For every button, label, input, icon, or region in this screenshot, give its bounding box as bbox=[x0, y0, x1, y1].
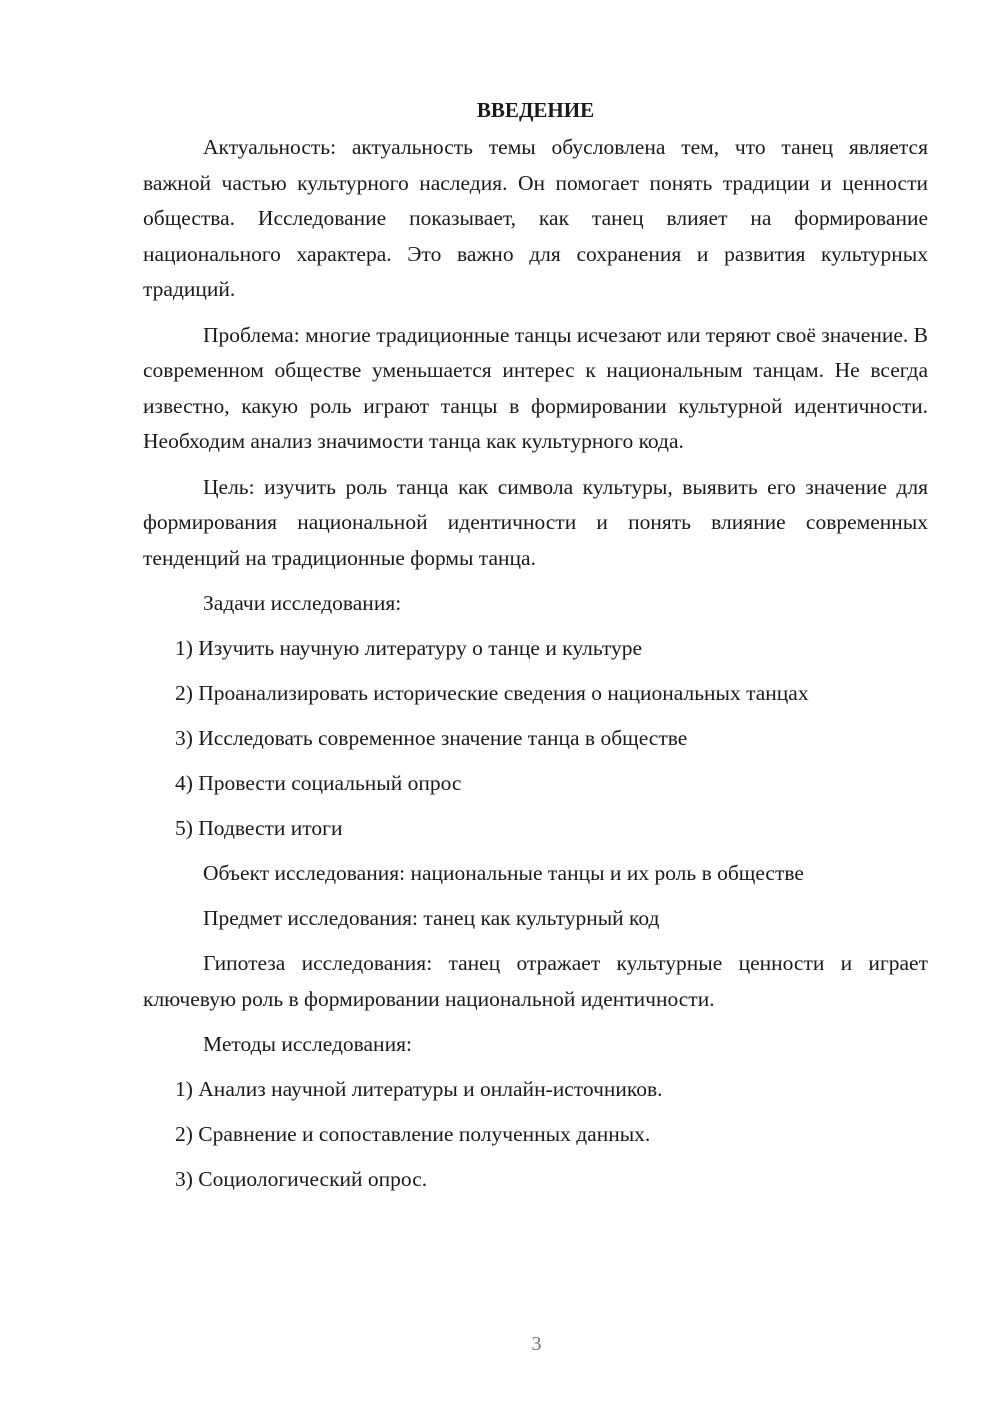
task-item: 2) Проанализировать исторические сведения о национальных танцах bbox=[175, 681, 809, 705]
research-object: Объект исследования: национальные танцы и их роль в обществе bbox=[203, 861, 804, 885]
page-number: 3 bbox=[531, 1333, 542, 1355]
problem-paragraph: Проблема: многие традиционные танцы исчезают или теряют своё значение. В современном обществе уменьшается интерес к национальным танцам. Не всегда известно, какую роль играют танцы в формировании культурной идентичности. Необходим анализ значимости танца как культурного кода. bbox=[143, 322, 928, 453]
tasks-list bbox=[143, 631, 928, 846]
page-title: ВВЕДЕНИЕ bbox=[476, 98, 595, 122]
task-item: 5) Подвести итоги bbox=[175, 816, 343, 840]
document-page bbox=[143, 94, 928, 1197]
research-subject: Предмет исследования: танец как культурный код bbox=[203, 906, 660, 930]
relevance-paragraph: Актуальность: актуальность темы обусловлена тем, что танец является важной частью культурного наследия. Он помогает понять традиции и ценности общества. Исследование показывает, как танец влияет на формирование национального характера. Это важно для сохранения и развития культурных традиций. bbox=[143, 135, 928, 301]
goal-paragraph: Цель: изучить роль танца как символа культуры, выявить его значение для формирования национальной идентичности и понять влияние современных тенденций на традиционные формы танца. bbox=[143, 474, 928, 570]
methods-heading: Методы исследования: bbox=[203, 1032, 412, 1056]
task-item: 3) Исследовать современное значение танца в обществе bbox=[175, 726, 688, 750]
method-item: 1) Анализ научной литературы и онлайн-источников. bbox=[175, 1077, 663, 1101]
method-item: 3) Социологический опрос. bbox=[175, 1167, 428, 1191]
methods-list bbox=[143, 1072, 928, 1197]
task-item: 4) Провести социальный опрос bbox=[175, 771, 462, 795]
method-item: 2) Сравнение и сопоставление полученных данных. bbox=[175, 1122, 651, 1146]
tasks-heading: Задачи исследования: bbox=[203, 591, 402, 615]
task-item: 1) Изучить научную литературу о танце и культуре bbox=[175, 636, 643, 660]
hypothesis-paragraph: Гипотеза исследования: танец отражает культурные ценности и играет ключевую роль в формировании национальной идентичности. bbox=[143, 951, 928, 1011]
